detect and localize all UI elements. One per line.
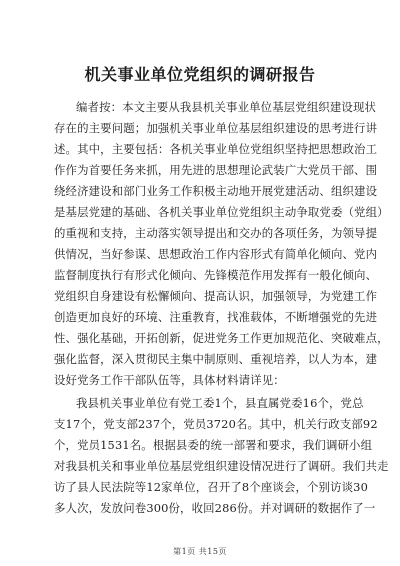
- text-line: 供情况，当好参谋、思想政治工作内容形式有简单化倾向、党内: [54, 247, 378, 261]
- text-line: 监督制度执行有形式化倾向、先锋模范作用发挥有一般化倾向、: [54, 268, 378, 282]
- text-line: 访了县人民法院等12家单位，召开了8个座谈会，个别访谈30: [54, 480, 368, 494]
- text-line: 编者按：本文主要从我县机关事业单位基层党组织建设现状: [76, 100, 377, 114]
- text-line: 存在的主要问题；加强机关事业单位基层组织建设的思考进行讲: [54, 121, 378, 135]
- document-title: 机关事业单位党组织的调研报告: [84, 65, 316, 84]
- text-line: 述。其中，主要包括：各机关事业单位党组织坚持把思想政治工: [54, 142, 378, 156]
- text-line: 作作为首要任务来抓，用先进的思想理论武装广大党员干部、围: [54, 163, 378, 177]
- text-line: 设好党务工作干部队伍等，具体材料请详见：: [54, 373, 285, 387]
- text-line: 我县机关事业单位有党工委1个，县直属党委16个，党总: [76, 396, 364, 410]
- text-line: 强化监督，深入贯彻民主集中制原则、重视培养，以人为本，建: [54, 352, 378, 366]
- text-line: 支17个，党支部237个，党员3720名。其中，机关行政支部92: [54, 417, 378, 431]
- text-line: 党组织自身建设有松懈倾向、提高认识，加强领导，为党建工作: [54, 289, 378, 303]
- text-line: 性、强化基础，开拓创新，促进党务工作更加规范化、突破难点，: [54, 331, 389, 345]
- text-line: 是基层党建的基础、各机关事业单位党组织主动争取党委（党组）: [54, 205, 389, 219]
- page-number-footer: 第1页 共15页: [173, 547, 227, 556]
- document-body: [54, 97, 389, 519]
- text-line: 的重视和支持，主动落实领导提出和交办的各项任务，为领导提: [54, 226, 378, 240]
- text-line: 个，党员1531名。根据县委的统一部署和要求，我们调研小组: [54, 438, 373, 452]
- text-line: 对我县机关和事业单位基层党组织建设情况进行了调研。我们共走: [54, 459, 389, 473]
- text-line: 多人次，发放问卷300份，收回286份。并对调研的数据作了一: [54, 501, 376, 515]
- text-line: 绕经济建设和部门业务工作积极主动地开展党建活动、组织建设: [54, 184, 378, 198]
- editor-note-paragraph: [54, 97, 389, 391]
- body-paragraph: [54, 393, 389, 519]
- text-line: 创造更加良好的环境、注重教育，找准载体，不断增强党的先进: [54, 310, 378, 324]
